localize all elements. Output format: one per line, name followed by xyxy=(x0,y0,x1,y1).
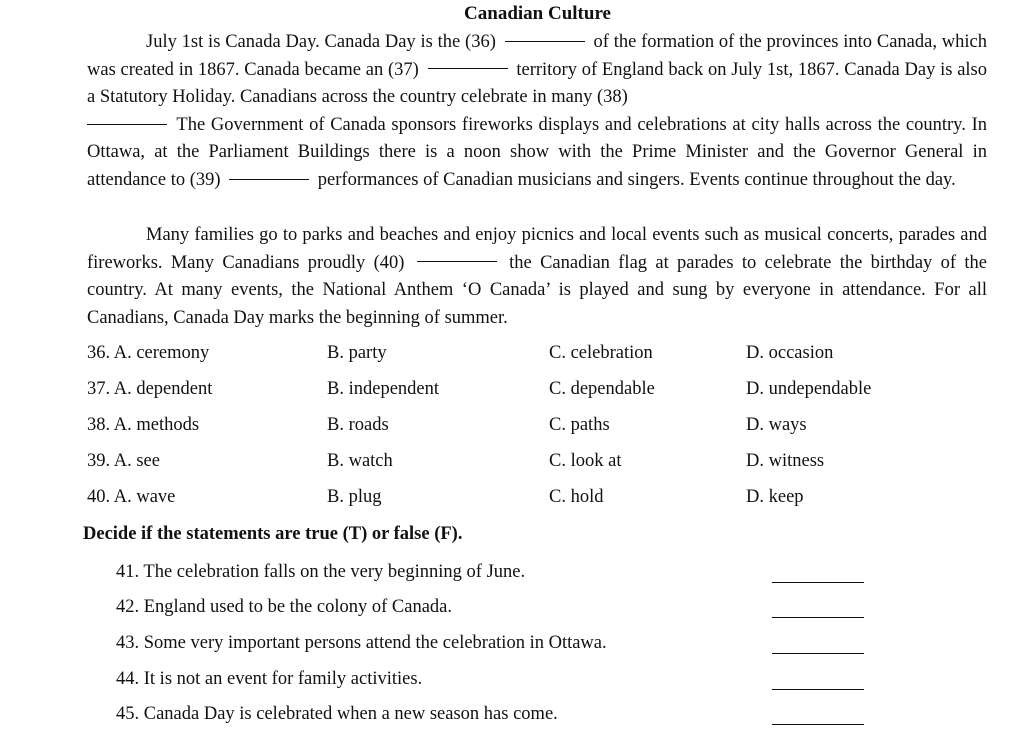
statement-43 xyxy=(116,633,864,663)
statement-text: 42. England used to be the colony of Canada. xyxy=(116,597,452,617)
passage-paragraph-1 xyxy=(87,29,987,195)
passage-text: of the formation of the provinces into Canada, which was created in 1867. Canada became an (37) xyxy=(87,32,987,80)
blank-37 xyxy=(428,68,508,69)
option-b: B. watch xyxy=(327,451,393,471)
passage-text: The Government of Canada sponsors fireworks displays and celebrations at city halls across the country. In Ottawa, at the Parliament Buildings there is a noon show with the Prime Minister and the Governor General in attendance to (39) xyxy=(87,114,987,190)
answer-line xyxy=(772,653,864,654)
blank-40 xyxy=(417,261,497,262)
statement-41 xyxy=(116,562,864,592)
statement-text: 44. It is not an event for family activities. xyxy=(116,669,423,689)
option-a: 39. A. see xyxy=(87,451,160,471)
passage-text: Many families go to parks and beaches and enjoy picnics and local events such as musical concerts, parades and fireworks. Many Canadians proudly (40) xyxy=(87,225,987,273)
passage-text: the Canadian flag at parades to celebrate the birthday of the country. At many events, the National Anthem ‘O Canada’ is played and sung by everyone in attendance. For all Canadians, Canada Day marks the beginning of summer. xyxy=(87,252,987,328)
passage-text: territory of England back on July 1st, 1867. Canada Day is also a Statutory Holiday. Canadians across the country celebrate in many (38) xyxy=(87,59,988,108)
option-d: D. ways xyxy=(746,415,807,435)
option-c: C. look at xyxy=(549,451,622,471)
option-c: C. celebration xyxy=(549,343,653,363)
option-a: 37. A. dependent xyxy=(87,379,213,399)
answer-line xyxy=(772,724,864,725)
option-d: D. undependable xyxy=(746,379,872,399)
blank-39 xyxy=(229,179,309,180)
option-a: 40. A. wave xyxy=(87,487,176,507)
option-c: C. hold xyxy=(549,487,604,507)
option-d: D. witness xyxy=(746,451,825,471)
answer-line xyxy=(772,689,864,690)
option-a: 38. A. methods xyxy=(87,415,200,435)
option-b: B. plug xyxy=(327,487,382,507)
option-c: C. paths xyxy=(549,415,610,435)
answer-line xyxy=(772,617,864,618)
statement-text: 45. Canada Day is celebrated when a new season has come. xyxy=(116,704,558,724)
option-c: C. dependable xyxy=(549,379,655,399)
true-false-heading: Decide if the statements are true (T) or false (F). xyxy=(83,524,463,544)
option-b: B. party xyxy=(327,343,387,363)
answer-line xyxy=(772,582,864,583)
blank-38 xyxy=(87,124,167,125)
option-a: 36. A. ceremony xyxy=(87,343,210,363)
statement-42 xyxy=(116,597,864,627)
option-b: B. roads xyxy=(327,415,389,435)
statement-45 xyxy=(116,704,864,734)
passage-text: July 1st is Canada Day. Canada Day is the (36) xyxy=(146,32,501,52)
option-b: B. independent xyxy=(327,379,440,399)
page-title: Canadian Culture xyxy=(464,3,611,24)
option-d: D. occasion xyxy=(746,343,834,363)
blank-36 xyxy=(505,41,585,42)
passage-paragraph-2 xyxy=(87,222,987,332)
passage-text: performances of Canadian musicians and singers. Events continue throughout the day. xyxy=(313,169,956,190)
option-d: D. keep xyxy=(746,487,804,507)
statement-text: 41. The celebration falls on the very beginning of June. xyxy=(116,562,526,582)
statement-text: 43. Some very important persons attend the celebration in Ottawa. xyxy=(116,633,607,653)
statement-44 xyxy=(116,669,864,699)
